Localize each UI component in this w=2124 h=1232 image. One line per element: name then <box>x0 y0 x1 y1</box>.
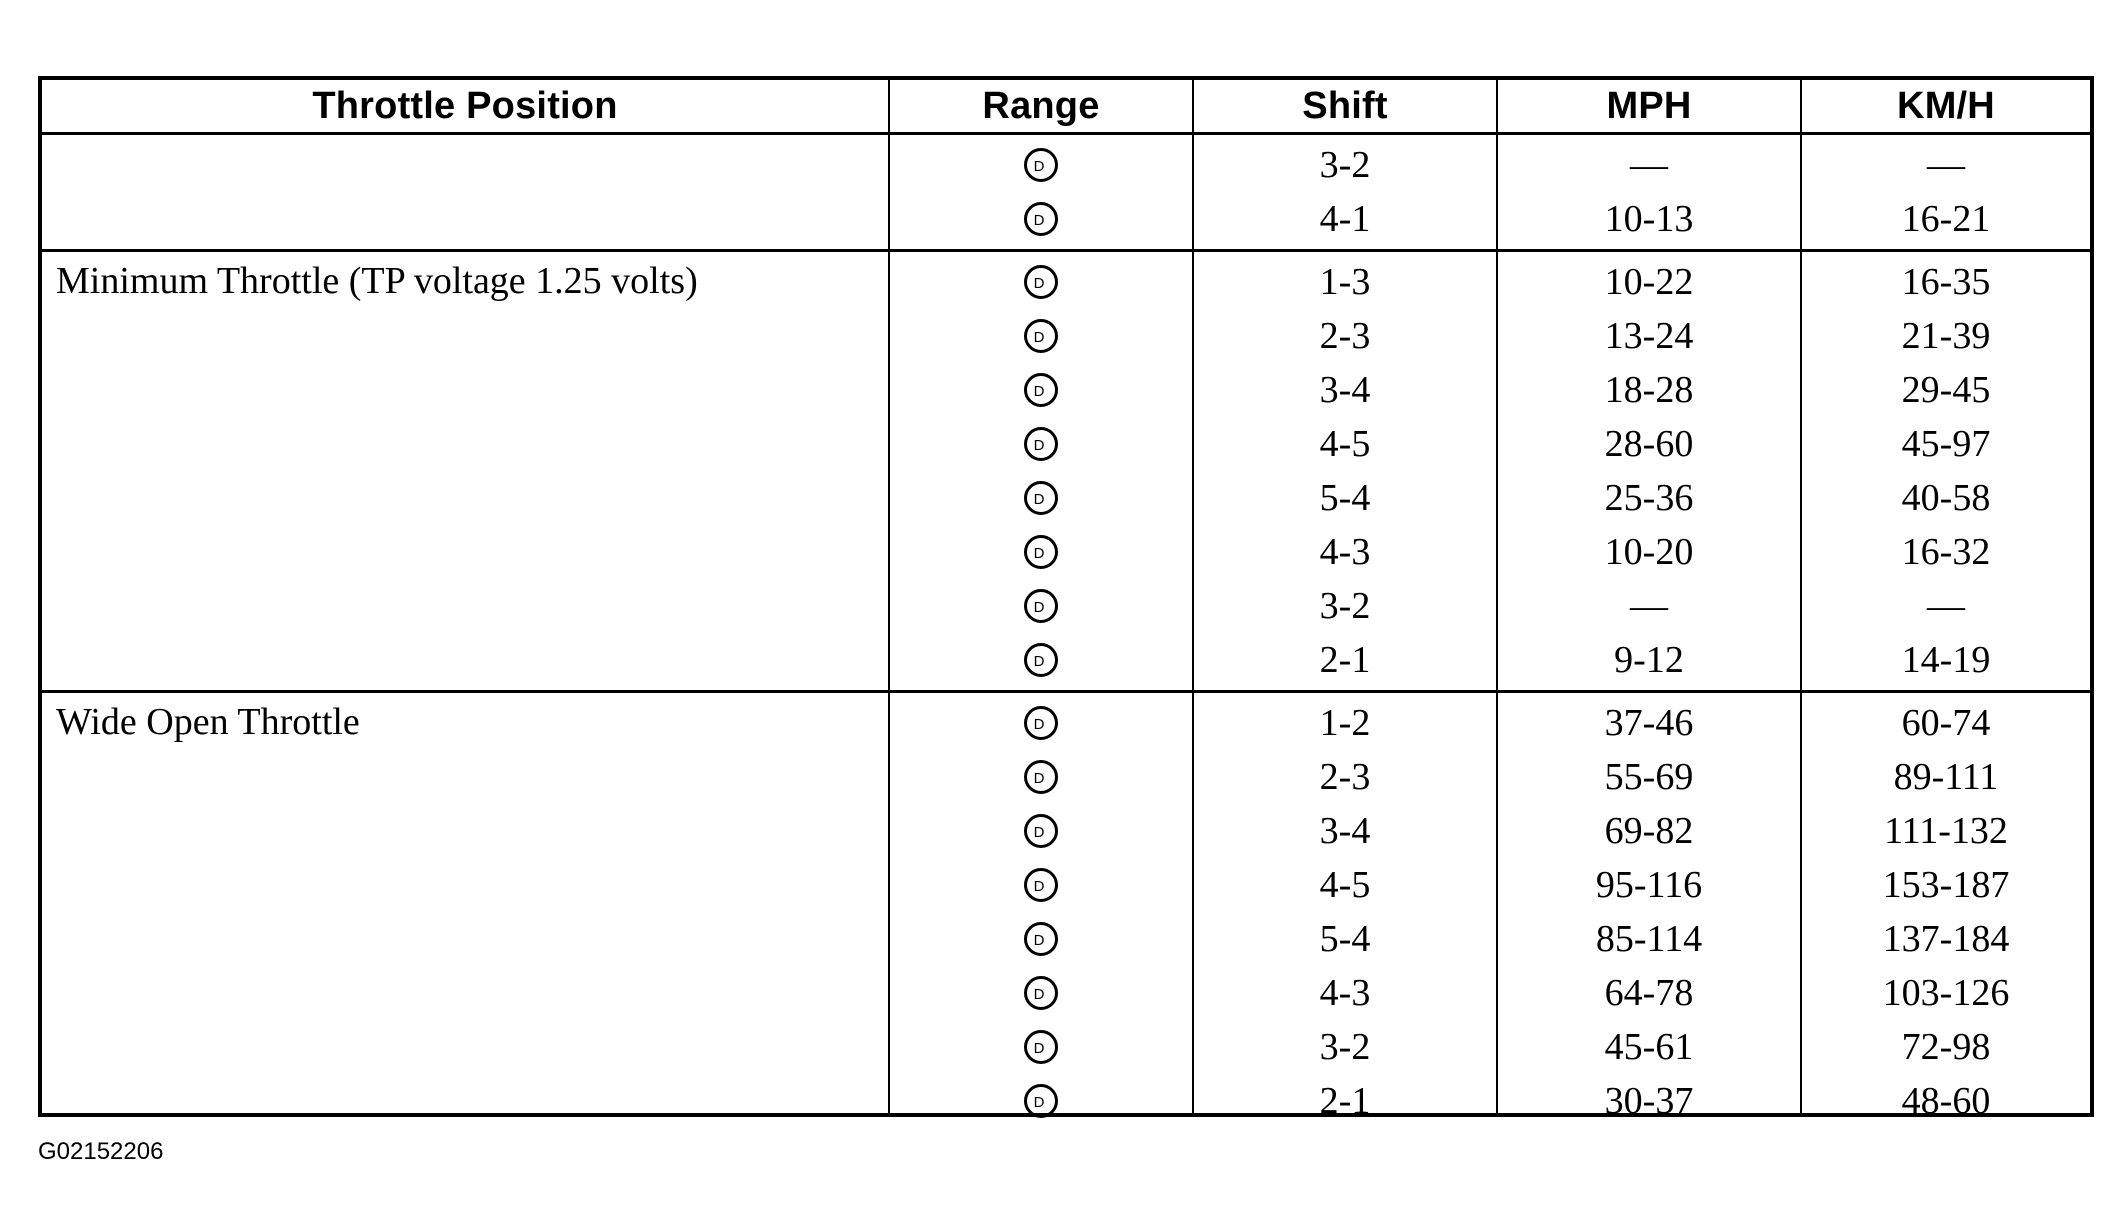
mph-cell: 10-20 <box>1604 531 1694 573</box>
drive-range-circle-icon: D <box>1024 922 1058 956</box>
shift-cell: 5-4 <box>1319 918 1371 960</box>
range-cell <box>890 579 1192 633</box>
table-row <box>42 417 2090 471</box>
drive-range-circle-icon: D <box>1024 814 1058 848</box>
range-cell <box>890 966 1192 1020</box>
mph-cell: 25-36 <box>1604 477 1694 519</box>
shift-cell: 2-1 <box>1319 639 1371 681</box>
table-row <box>42 966 2090 1020</box>
header-shift: Shift <box>1302 84 1388 127</box>
shift-cell: 1-2 <box>1319 702 1371 744</box>
table-row <box>42 858 2090 912</box>
mph-cell: 95-116 <box>1595 864 1703 906</box>
mph-cell: 18-28 <box>1604 369 1694 411</box>
mph-cell: 30-37 <box>1604 1080 1694 1122</box>
range-cell <box>890 804 1192 858</box>
drive-range-circle-icon: D <box>1024 319 1058 353</box>
drive-range-circle-icon: D <box>1024 868 1058 902</box>
throttle-group <box>42 135 2090 249</box>
range-cell <box>890 696 1192 750</box>
drive-range-circle-icon: D <box>1024 589 1058 623</box>
range-cell <box>890 192 1192 246</box>
shift-cell: 4-5 <box>1319 423 1371 465</box>
kmh-cell: — <box>1927 144 1965 186</box>
kmh-cell: 21-39 <box>1901 315 1991 357</box>
mph-cell: 13-24 <box>1604 315 1694 357</box>
header-kmh: KM/H <box>1897 84 1995 127</box>
column-divider <box>1496 80 1498 1113</box>
kmh-cell: — <box>1927 585 1965 627</box>
table-row <box>42 471 2090 525</box>
mph-cell: 64-78 <box>1604 972 1694 1014</box>
range-cell <box>890 525 1192 579</box>
table-header-row <box>42 80 2090 135</box>
table-row <box>42 525 2090 579</box>
kmh-cell: 103-126 <box>1882 972 2010 1014</box>
kmh-cell: 60-74 <box>1901 702 1991 744</box>
table-row <box>42 633 2090 687</box>
shift-cell: 5-4 <box>1319 477 1371 519</box>
range-cell <box>890 255 1192 309</box>
kmh-cell: 16-32 <box>1901 531 1991 573</box>
shift-cell: 3-4 <box>1319 369 1371 411</box>
mph-cell: 55-69 <box>1604 756 1694 798</box>
column-divider <box>1800 80 1802 1113</box>
shift-cell: 2-3 <box>1319 315 1371 357</box>
table-row <box>42 912 2090 966</box>
kmh-cell: 48-60 <box>1901 1080 1991 1122</box>
shift-cell: 3-4 <box>1319 810 1371 852</box>
drive-range-circle-icon: D <box>1024 481 1058 515</box>
range-cell <box>890 750 1192 804</box>
range-cell <box>890 858 1192 912</box>
header-throttle-position: Throttle Position <box>312 84 618 127</box>
shift-cell: 4-5 <box>1319 864 1371 906</box>
kmh-cell: 137-184 <box>1882 918 2010 960</box>
column-divider <box>888 80 890 1113</box>
shift-speed-table <box>38 76 2094 1122</box>
mph-cell: 45-61 <box>1604 1026 1694 1068</box>
drive-range-circle-icon: D <box>1024 706 1058 740</box>
range-cell <box>890 309 1192 363</box>
header-mph: MPH <box>1606 84 1692 127</box>
range-cell <box>890 1020 1192 1074</box>
kmh-cell: 153-187 <box>1882 864 2010 906</box>
column-divider <box>1192 80 1194 1113</box>
table-row <box>42 192 2090 246</box>
table-row <box>42 1020 2090 1074</box>
shift-cell: 4-3 <box>1319 972 1371 1014</box>
shift-cell: 2-1 <box>1319 1080 1371 1122</box>
kmh-cell: 14-19 <box>1901 639 1991 681</box>
drive-range-circle-icon: D <box>1024 643 1058 677</box>
mph-cell: 69-82 <box>1604 810 1694 852</box>
shift-cell: 2-3 <box>1319 756 1371 798</box>
throttle-group <box>42 249 2090 690</box>
mph-cell: 10-13 <box>1604 198 1694 240</box>
kmh-cell: 89-111 <box>1893 756 1999 798</box>
table-row <box>42 804 2090 858</box>
range-cell <box>890 417 1192 471</box>
header-range: Range <box>982 84 1100 127</box>
table-row <box>42 696 2090 750</box>
range-cell <box>890 138 1192 192</box>
drive-range-circle-icon: D <box>1024 427 1058 461</box>
mph-cell: 85-114 <box>1595 918 1703 960</box>
kmh-cell: 40-58 <box>1901 477 1991 519</box>
table-row <box>42 363 2090 417</box>
drive-range-circle-icon: D <box>1024 760 1058 794</box>
range-cell <box>890 1074 1192 1128</box>
kmh-cell: 45-97 <box>1901 423 1991 465</box>
drive-range-circle-icon: D <box>1024 373 1058 407</box>
drive-range-circle-icon: D <box>1024 1030 1058 1064</box>
drive-range-circle-icon: D <box>1024 148 1058 182</box>
kmh-cell: 72-98 <box>1901 1026 1991 1068</box>
table-row <box>42 579 2090 633</box>
shift-cell: 3-2 <box>1319 1026 1371 1068</box>
table-row <box>42 309 2090 363</box>
throttle-position-label: Wide Open Throttle <box>56 701 360 743</box>
table-row <box>42 255 2090 309</box>
shift-cell: 3-2 <box>1319 144 1371 186</box>
shift-cell: 1-3 <box>1319 261 1371 303</box>
mph-cell: 9-12 <box>1614 639 1684 681</box>
range-cell <box>890 633 1192 687</box>
drive-range-circle-icon: D <box>1024 1084 1058 1118</box>
drive-range-circle-icon: D <box>1024 976 1058 1010</box>
table-row <box>42 750 2090 804</box>
range-cell <box>890 912 1192 966</box>
shift-cell: 4-1 <box>1319 198 1371 240</box>
drive-range-circle-icon: D <box>1024 265 1058 299</box>
drive-range-circle-icon: D <box>1024 202 1058 236</box>
drive-range-circle-icon: D <box>1024 535 1058 569</box>
mph-cell: 10-22 <box>1604 261 1694 303</box>
range-cell <box>890 363 1192 417</box>
figure-id: G02152206 <box>38 1138 164 1165</box>
mph-cell: 37-46 <box>1604 702 1694 744</box>
shift-cell: 4-3 <box>1319 531 1371 573</box>
kmh-cell: 111-132 <box>1884 810 2008 852</box>
throttle-position-label: Minimum Throttle (TP voltage 1.25 volts) <box>56 260 698 302</box>
mph-cell: 28-60 <box>1604 423 1694 465</box>
mph-cell: — <box>1630 144 1668 186</box>
range-cell <box>890 471 1192 525</box>
kmh-cell: 29-45 <box>1901 369 1991 411</box>
throttle-group <box>42 690 2090 1131</box>
kmh-cell: 16-21 <box>1901 198 1991 240</box>
table-row <box>42 138 2090 192</box>
table-row <box>42 1074 2090 1128</box>
kmh-cell: 16-35 <box>1901 261 1991 303</box>
shift-cell: 3-2 <box>1319 585 1371 627</box>
mph-cell: — <box>1630 585 1668 627</box>
